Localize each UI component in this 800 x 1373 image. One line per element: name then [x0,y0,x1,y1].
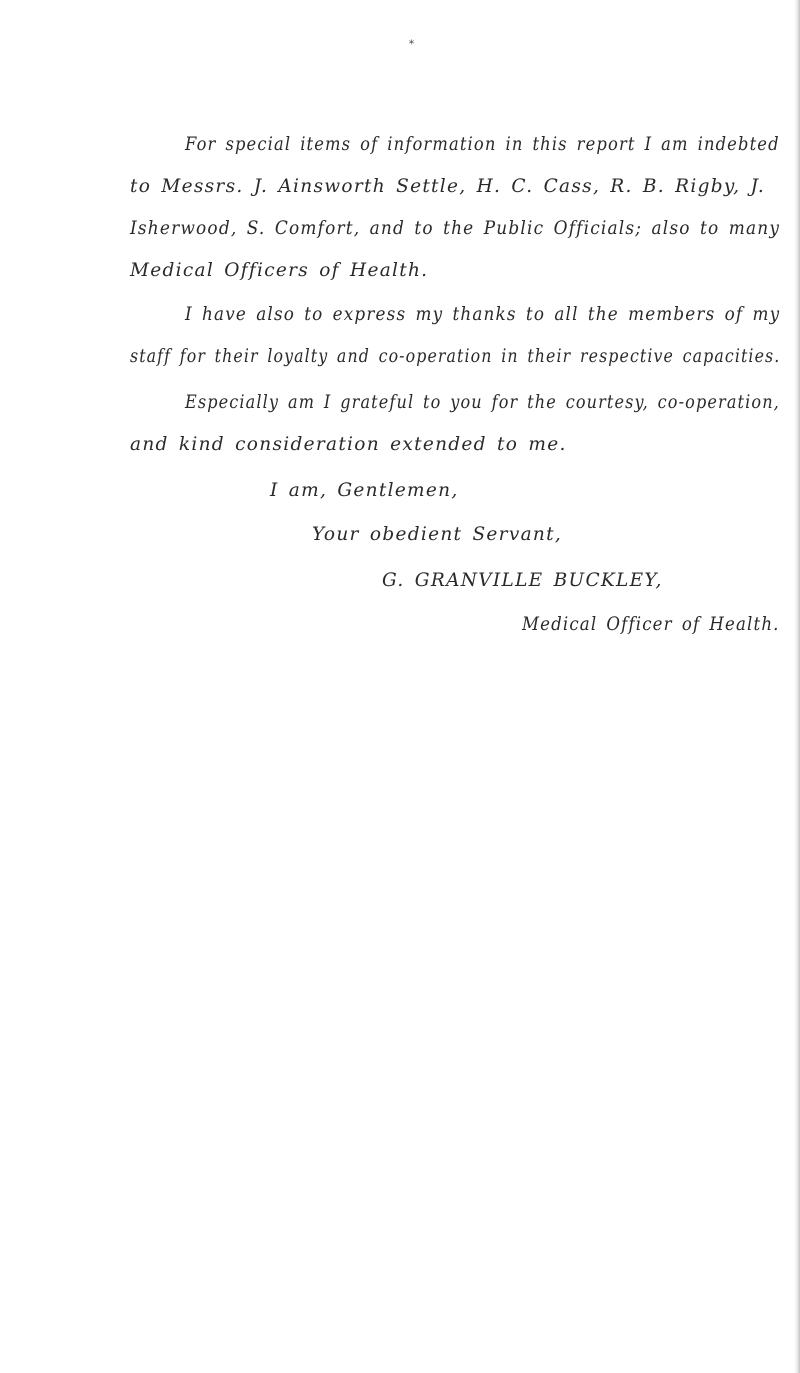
paragraph-2-line-2: staff for their loyalty and co-operation in their respective capacities. [130,346,781,367]
closing-valediction: Your obedient Servant, [312,524,563,545]
paragraph-1-line-4: Medical Officers of Health. [130,260,429,281]
paragraph-1-line-1: For special items of information in this report I am indebted [185,134,780,155]
signatory-title: Medical Officer of Health. [522,614,780,635]
paragraph-2-line-1: I have also to express my thanks to all the members of my [185,304,781,325]
paragraph-3-line-2: and kind consideration extended to me. [130,434,567,455]
closing-salutation: I am, Gentlemen, [270,480,459,501]
header-mark: * [409,39,414,50]
signatory-name: G. GRANVILLE BUCKLEY, [382,570,663,591]
paragraph-1-line-3: Isherwood, S. Comfort, and to the Public Officials; also to many [130,218,781,239]
paragraph-1-line-2: to Messrs. J. Ainsworth Settle, H. C. Cass, R. B. Rigby, J. [130,176,765,197]
page-edge-shadow [794,0,800,1373]
paragraph-3-line-1: Especially am I grateful to you for the courtesy, co-operation, [185,392,780,413]
